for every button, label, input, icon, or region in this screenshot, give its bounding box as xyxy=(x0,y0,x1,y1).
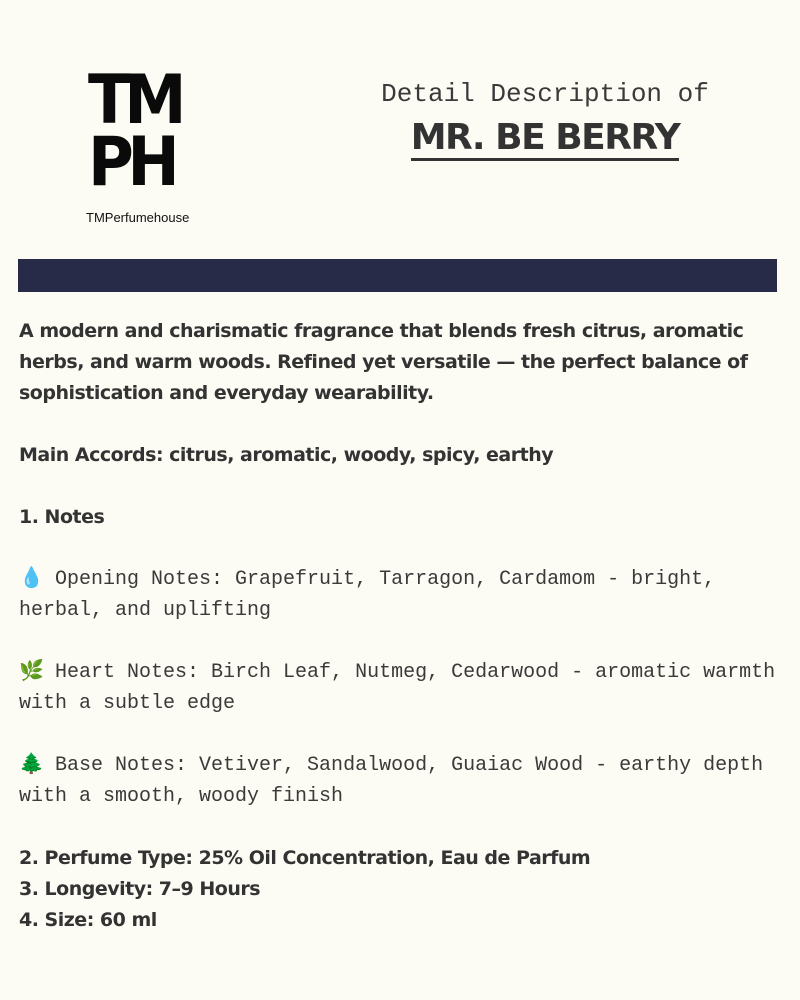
brand-logo xyxy=(84,61,214,230)
longevity: 3. Longevity: 7–9 Hours xyxy=(19,878,261,900)
header-eyebrow: Detail Description of xyxy=(381,79,709,109)
logo-line-bottom: PH xyxy=(88,123,174,202)
intro-paragraph: A modern and charismatic fragrance that blends fresh citrus, aromatic herbs, and warm woods. Refined yet versatile — the perfect balance of sophistication and everyday wearability. xyxy=(19,320,748,404)
water-drop-icon: 💧 xyxy=(19,568,44,591)
brand-name: TMPerfumehouse xyxy=(86,210,190,225)
product-title xyxy=(370,116,720,160)
logo-line-top: TM xyxy=(88,61,181,140)
specs-list xyxy=(19,843,779,936)
herb-icon: 🌿 xyxy=(19,661,44,684)
heart-notes-text: Heart Notes: Birch Leaf, Nutmeg, Cedarwood - aromatic warmth with a subtle edge xyxy=(19,661,776,715)
evergreen-tree-icon: 🌲 xyxy=(19,754,44,777)
base-notes xyxy=(19,750,779,812)
size: 4. Size: 60 ml xyxy=(19,909,157,931)
main-accords: Main Accords: citrus, aromatic, woody, spicy, earthy xyxy=(19,444,554,466)
opening-notes xyxy=(19,564,779,626)
product-name: MR. BE BERRY xyxy=(411,117,680,161)
heart-notes xyxy=(19,657,779,719)
divider-bar xyxy=(18,259,777,292)
notes-heading: 1. Notes xyxy=(19,506,105,528)
description-content xyxy=(19,316,779,936)
perfume-type: 2. Perfume Type: 25% Oil Concentration, Eau de Parfum xyxy=(19,847,591,869)
base-notes-text: Base Notes: Vetiver, Sandalwood, Guaiac Wood - earthy depth with a smooth, woody finish xyxy=(19,754,764,808)
opening-notes-text: Opening Notes: Grapefruit, Tarragon, Cardamom - bright, herbal, and uplifting xyxy=(19,568,716,622)
logo-mark xyxy=(88,61,195,202)
